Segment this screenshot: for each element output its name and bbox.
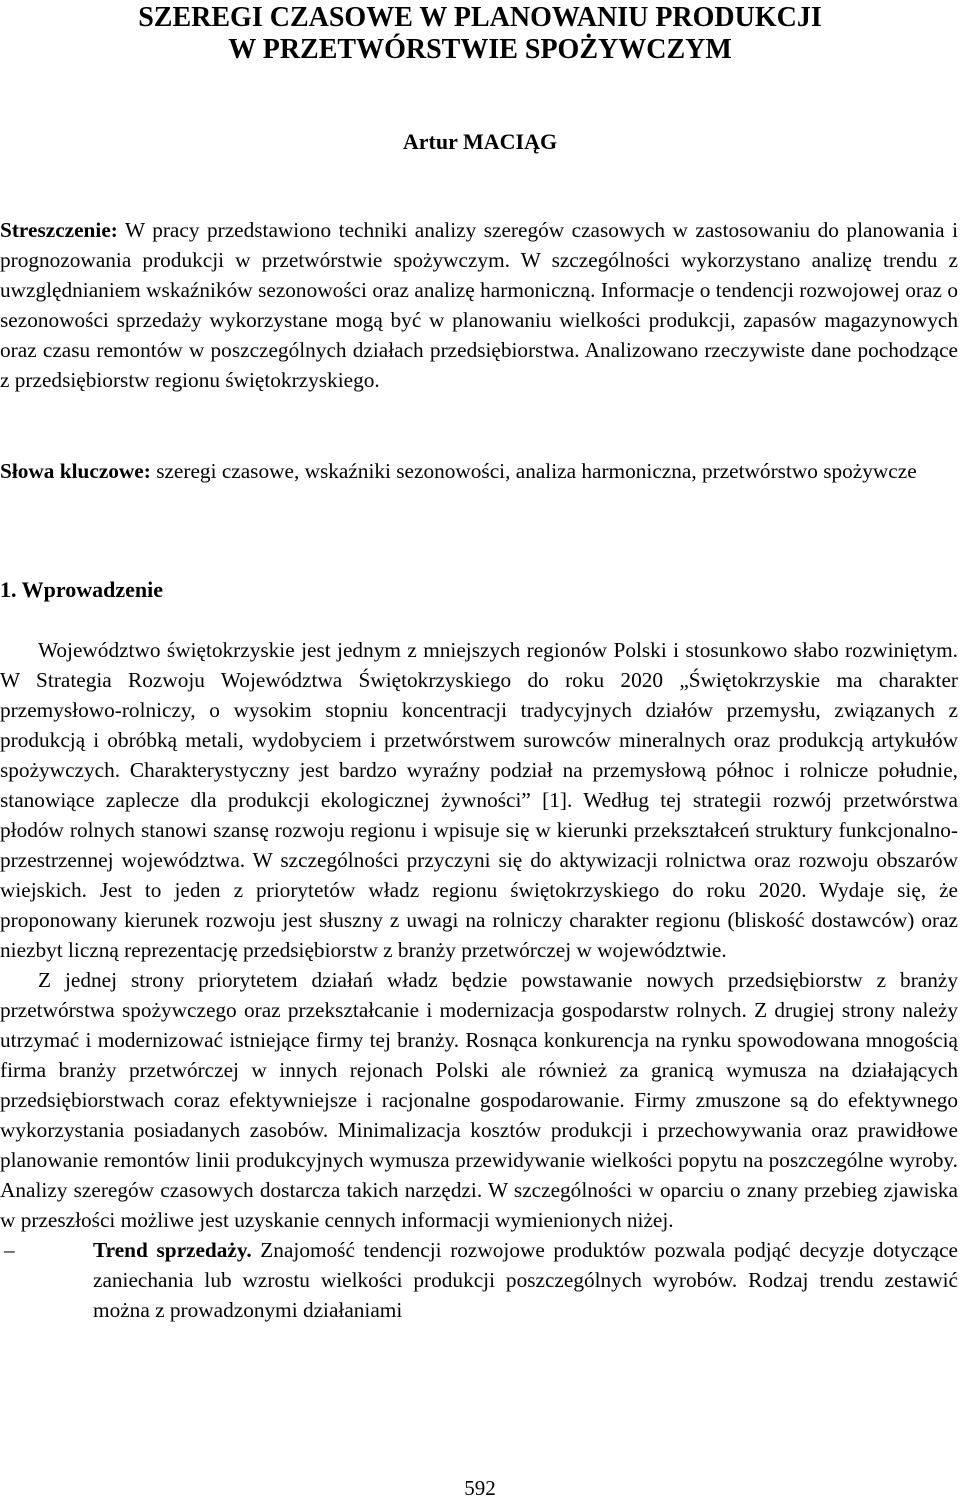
section-body	[0, 635, 958, 1325]
title-line-2: W PRZETWÓRSTWIE SPOŻYWCZYM	[228, 34, 732, 65]
abstract-text: W pracy przedstawiono techniki analizy szeregów czasowych w zastosowaniu do planowania i prognozowania produkcji w przetwórstwie spożywczym. W szczególności wykorzystano analizę trendu z uwzględnianiem wskaźników sezonowości oraz analizę harmoniczną. Informacje o tendencji rozwojowej oraz o sezonowości sprzedaży wykorzystane mogą być w planowaniu wielkości produkcji, zapasów magazynowych oraz czasu remontów w poszczególnych działach przedsiębiorstwa. Analizowano rzeczywiste dane pochodzące z przedsiębiorstw regionu świętokrzyskiego.	[0, 218, 958, 392]
list-item	[0, 1235, 958, 1325]
bullet-list	[0, 1235, 958, 1325]
intro-paragraph-2: Z jednej strony priorytetem działań władz będzie powstawanie nowych przedsiębiorstw z branży przetwórstwa spożywczego oraz przekształcanie i modernizacja gospodarstw rolnych. Z drugiej strony należy utrzymać i modernizować istniejące firmy tej branży. Rosnąca konkurencja na rynku spowodowana mnogością firma branży przetwórczej w innych rejonach Polski ale również za granicą wymusza na działających przedsiębiorstwach coraz efektywniejsze i racjonalne gospodarowanie. Firmy zmuszone są do efektywnego wykorzystania posiadanych zasobów. Minimalizacja kosztów produkcji i przechowywania oraz prawidłowe planowanie remontów linii produkcyjnych wymusza przewidywanie wielkości popytu na poszczególne wyroby. Analizy szeregów czasowych dostarcza takich narzędzi. W szczególności w oparciu o znany przebieg zjawiska w przeszłości możliwe jest uzyskanie cennych informacji wymienionych niżej.	[0, 968, 958, 1232]
bullet-label: Trend sprzedaży.	[93, 1238, 252, 1262]
keywords	[0, 456, 958, 486]
keywords-label: Słowa kluczowe:	[0, 459, 151, 483]
dash-marker: –	[4, 1238, 15, 1262]
abstract	[0, 215, 958, 395]
bullet-text: Znajomość tendencji rozwojowe produktów pozwala podjąć decyzje dotyczące zaniechania lub wzrostu wielkości produkcji poszczególnych wyrobów. Rodzaj trendu zestawić można z prowadzonymi działaniami	[93, 1238, 958, 1322]
author-name: Artur MACIĄG	[402, 129, 558, 154]
page-number: 592	[464, 1476, 496, 1500]
abstract-label: Streszczenie:	[0, 218, 118, 242]
title-line-1: SZEREGI CZASOWE W PLANOWANIU PRODUKCJI	[138, 2, 822, 33]
intro-paragraph-1: Województwo świętokrzyskie jest jednym z mniejszych regionów Polski i stosunkowo słabo rozwiniętym. W Strategia Rozwoju Województwa Świętokrzyskiego do roku 2020 „Świętokrzyskie ma charakter przemysłowo-rolniczy, o wysokim stopniu koncentracji tradycyjnych działów przemysłu, związanych z produkcją i obróbką metali, wydobyciem i przetwórstwem surowców mineralnych oraz produkcją artykułów spożywczych. Charakterystyczny jest bardzo wyraźny podział na przemysłową północ i rolnicze południe, stanowiące zaplecze dla produkcji ekologicznej żywności” [1]. Według tej strategii rozwój przetwórstwa płodów rolnych stanowi szansę rozwoju regionu i wpisuje się w kierunki przekształceń struktury funkcjonalno-przestrzennej województwa. W szczególności przyczyni się do aktywizacji rolnictwa oraz rozwoju obszarów wiejskich. Jest to jeden z priorytetów władz regionu świętokrzyskiego do roku 2020. Wydaje się, że proponowany kierunek rozwoju jest słuszny z uwagi na rolniczy charakter regionu (bliskość dostawców) oraz niezbyt liczną reprezentację przedsiębiorstw z branży przetwórczej w województwie.	[0, 638, 958, 962]
section-heading: 1. Wprowadzenie	[0, 577, 163, 602]
keywords-text: szeregi czasowe, wskaźniki sezonowości, analiza harmoniczna, przetwórstwo spożywcze	[156, 459, 917, 483]
paper-title	[0, 2, 960, 66]
